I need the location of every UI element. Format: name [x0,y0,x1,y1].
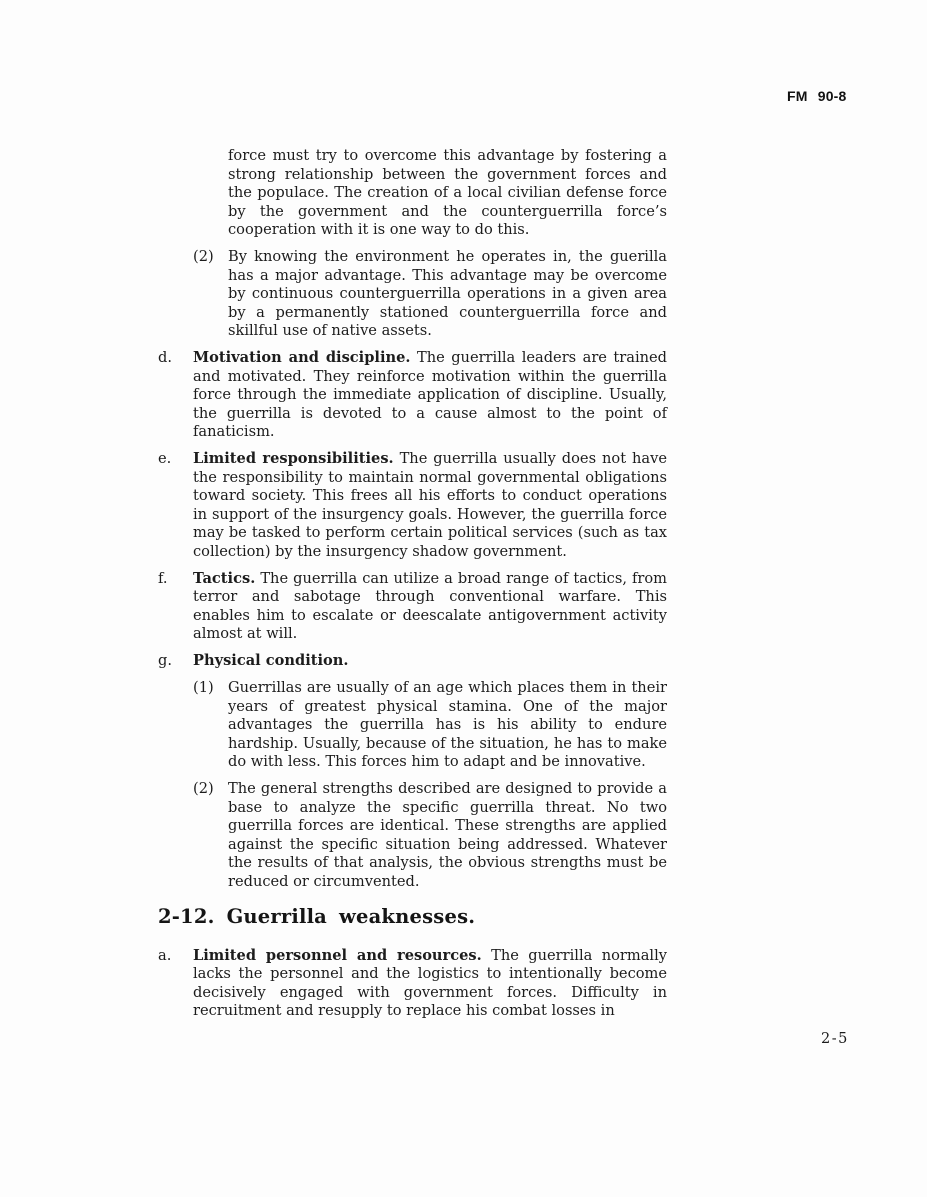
letter-item-e [158,450,667,561]
page-content [158,147,667,1029]
item-text [193,349,667,442]
item-text [193,570,667,644]
item-text: The general strengths described are designed to provide a base to analyze the specific guerrilla threat. No two guerrilla forces are identical. These strengths are applied against the specific situation being addressed. Whatever the results of that analysis, the obvious strengths must be reduced or circumvented. [228,780,667,890]
item-body-text: The guerrilla can utilize a broad range of tactics, from terror and sabotage through conventional warfare. This enables him to escalate or deescalate antigovernment activity almost at will. [193,569,667,642]
item-label: (2) [193,248,214,265]
item-label: g. [158,652,172,669]
item-label: (1) [193,679,214,696]
item-text [193,450,667,561]
item-lead: Physical condition. [193,652,349,669]
item-text [193,947,667,1021]
page-number: 2-5 [821,1031,849,1047]
letter-item-a [158,947,667,1021]
item-text [193,652,667,671]
item-body-text: The guerrilla leaders are trained and motivated. They reinforce motivation within the guerrilla force through the immediate application of discipline. Usually, the guerrilla is devoted to a cause almost to the point of fanaticism. [193,349,667,440]
item-body-text: The guerrilla usually does not have the responsibility to maintain normal governmental obligations toward society. This frees all his efforts to conduct operations in support of the insurgency goals. However, the guerrilla force may be tasked to perform certain political services (such as tax collection) by the insurgency shadow government. [193,450,667,560]
section-heading: 2-12. Guerrilla weaknesses. [158,905,476,928]
item-text: By knowing the environment he operates in, the guerilla has a major advantage. This advantage may be overcome by continuous counterguerrilla operations in a given area by a permanently stationed counterguerrilla force and skillful use of native assets. [228,248,667,339]
document-code-header: FM 90-8 [787,88,847,104]
paragraph-continuation: force must try to overcome this advantage by fostering a strong relationship between the government forces and the populace. The creation of a local civilian defense force by the government and the counterguerrilla force’s cooperation with it is one way to do this. [228,147,667,238]
item-label: (2) [193,780,214,797]
item-lead: Limited responsibilities. [193,450,394,467]
item-lead: Limited personnel and resources. [193,946,482,964]
letter-item-g [158,652,667,671]
numbered-item-2 [193,248,667,341]
item-label: d. [158,349,172,366]
letter-item-f [158,570,667,644]
item-lead: Motivation and discipline. [193,349,411,366]
item-body-text: The guerrilla normally lacks the personnel and the logistics to intentionally become decisively engaged with government forces. Difficulty in recruitment and resupply to replace his combat losses in [193,946,667,1019]
item-lead: Tactics. [193,569,256,587]
numbered-item-g2 [193,780,667,891]
item-label: f. [158,569,168,587]
letter-item-d [158,349,667,442]
numbered-item-g1 [193,679,667,772]
item-label: e. [158,450,172,467]
item-label: a. [158,946,172,964]
item-text: Guerrillas are usually of an age which places them in their years of greatest physical stamina. One of the major advantages the guerrilla has is his ability to endure hardship. Usually, because of the situation, he has to make do with less. This forces him to adapt and be innovative. [228,679,667,770]
